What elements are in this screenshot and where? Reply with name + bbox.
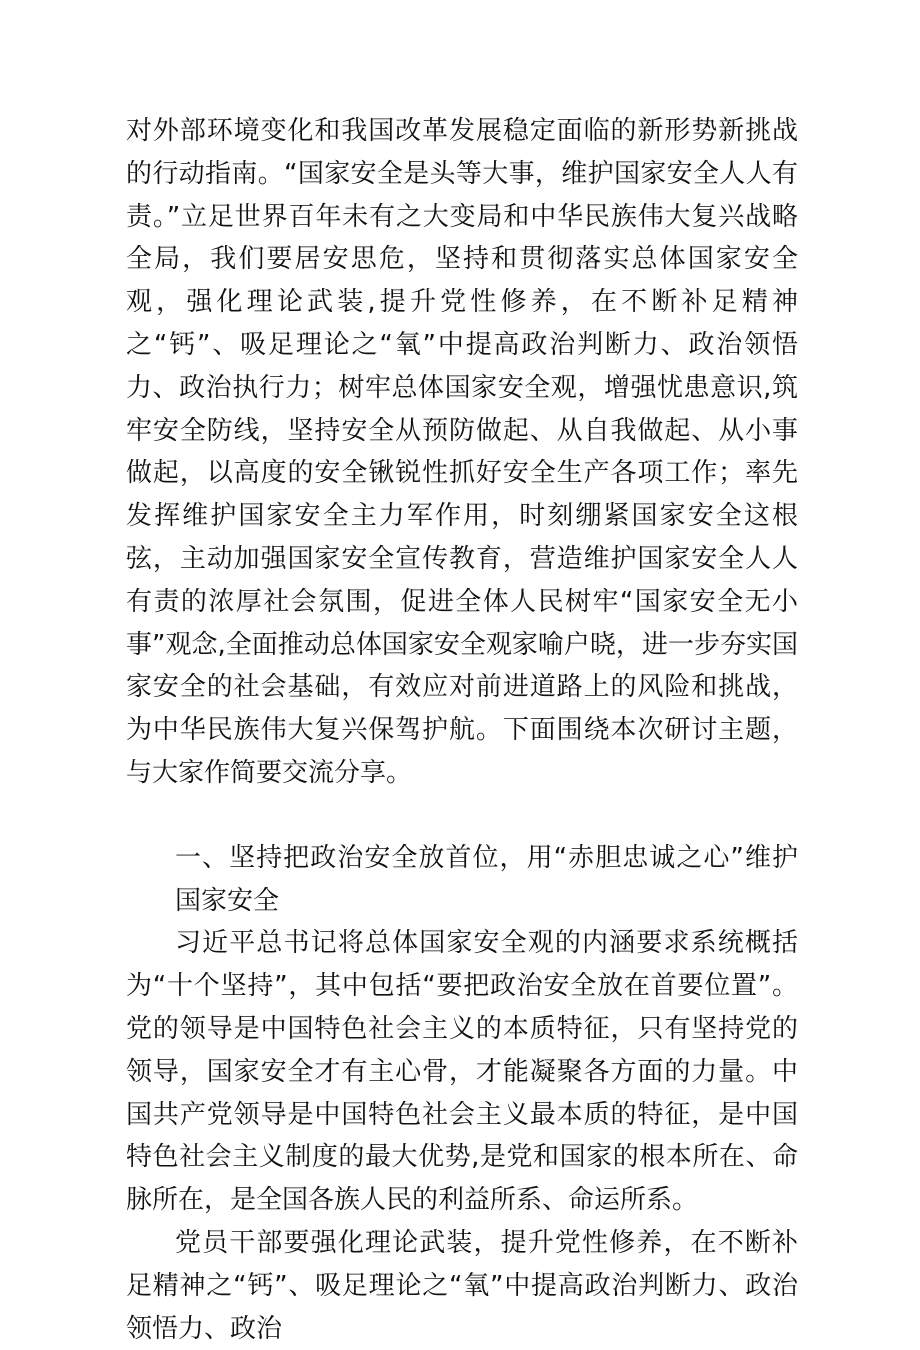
body-paragraph-2: 习近平总书记将总体国家安全观的内涵要求系统概括为“十个坚持”，其中包括“要把政治安全放在首要位置”。党的领导是中国特色社会主义的本质特征，只有坚持党的领导，国家安全才有主心骨，才能凝聚各方面的力量。中国共产党领导是中国特色社会主义最本质的特征，是中国特色社会主义制度的最大优势,是党和国家的根本所在、命脉所在，是全国各族人民的利益所系、命运所系。 — [126, 928, 798, 1216]
body-paragraph-1: 对外部环境变化和我国改革发展稳定面临的新形势新挑战的行动指南。“国家安全是头等大事，维护国家安全人人有责。”立足世界百年未有之大变局和中华民族伟大复兴战略全局，我们要居安思危，坚持和贯彻落实总体国家安全观，强化理论武装,提升党性修养，在不断补足精神之“钙”、吸足理论之“氧”中提高政治判断力、政治领悟力、政治执行力；树牢总体国家安全观，增强忧患意识,筑牢安全防线，坚持安全从预防做起、从自我做起、从小事做起，以高度的安全锹锐性抓好安全生产各项工作；率先发挥维护国家安全主力军作用，时刻绷紧国家安全这根弦，主动加强国家安全宣传教育，营造维护国家安全人人有责的浓厚社会氛围，促进全体人民树牢“国家安全无小事”观念,全面推动总体国家安全观家喻户晓，进一步夯实国家安全的社会基础，有效应对前进道路上的风险和挑战，为中华民族伟大复兴保驾护航。下面围绕本次研讨主题，与大家作简要交流分享。 — [126, 116, 798, 788]
body-paragraph-3: 党员干部要强化理论武装，提升党性修养，在不断补足精神之“钙”、吸足理论之“氧”中提高政治判断力、政治领悟力、政治 — [126, 1227, 798, 1344]
document-page — [126, 110, 798, 1350]
section-heading-1: 一、坚持把政治安全放首位，用“赤胆忠诚之心”维护国家安全 — [175, 842, 798, 916]
